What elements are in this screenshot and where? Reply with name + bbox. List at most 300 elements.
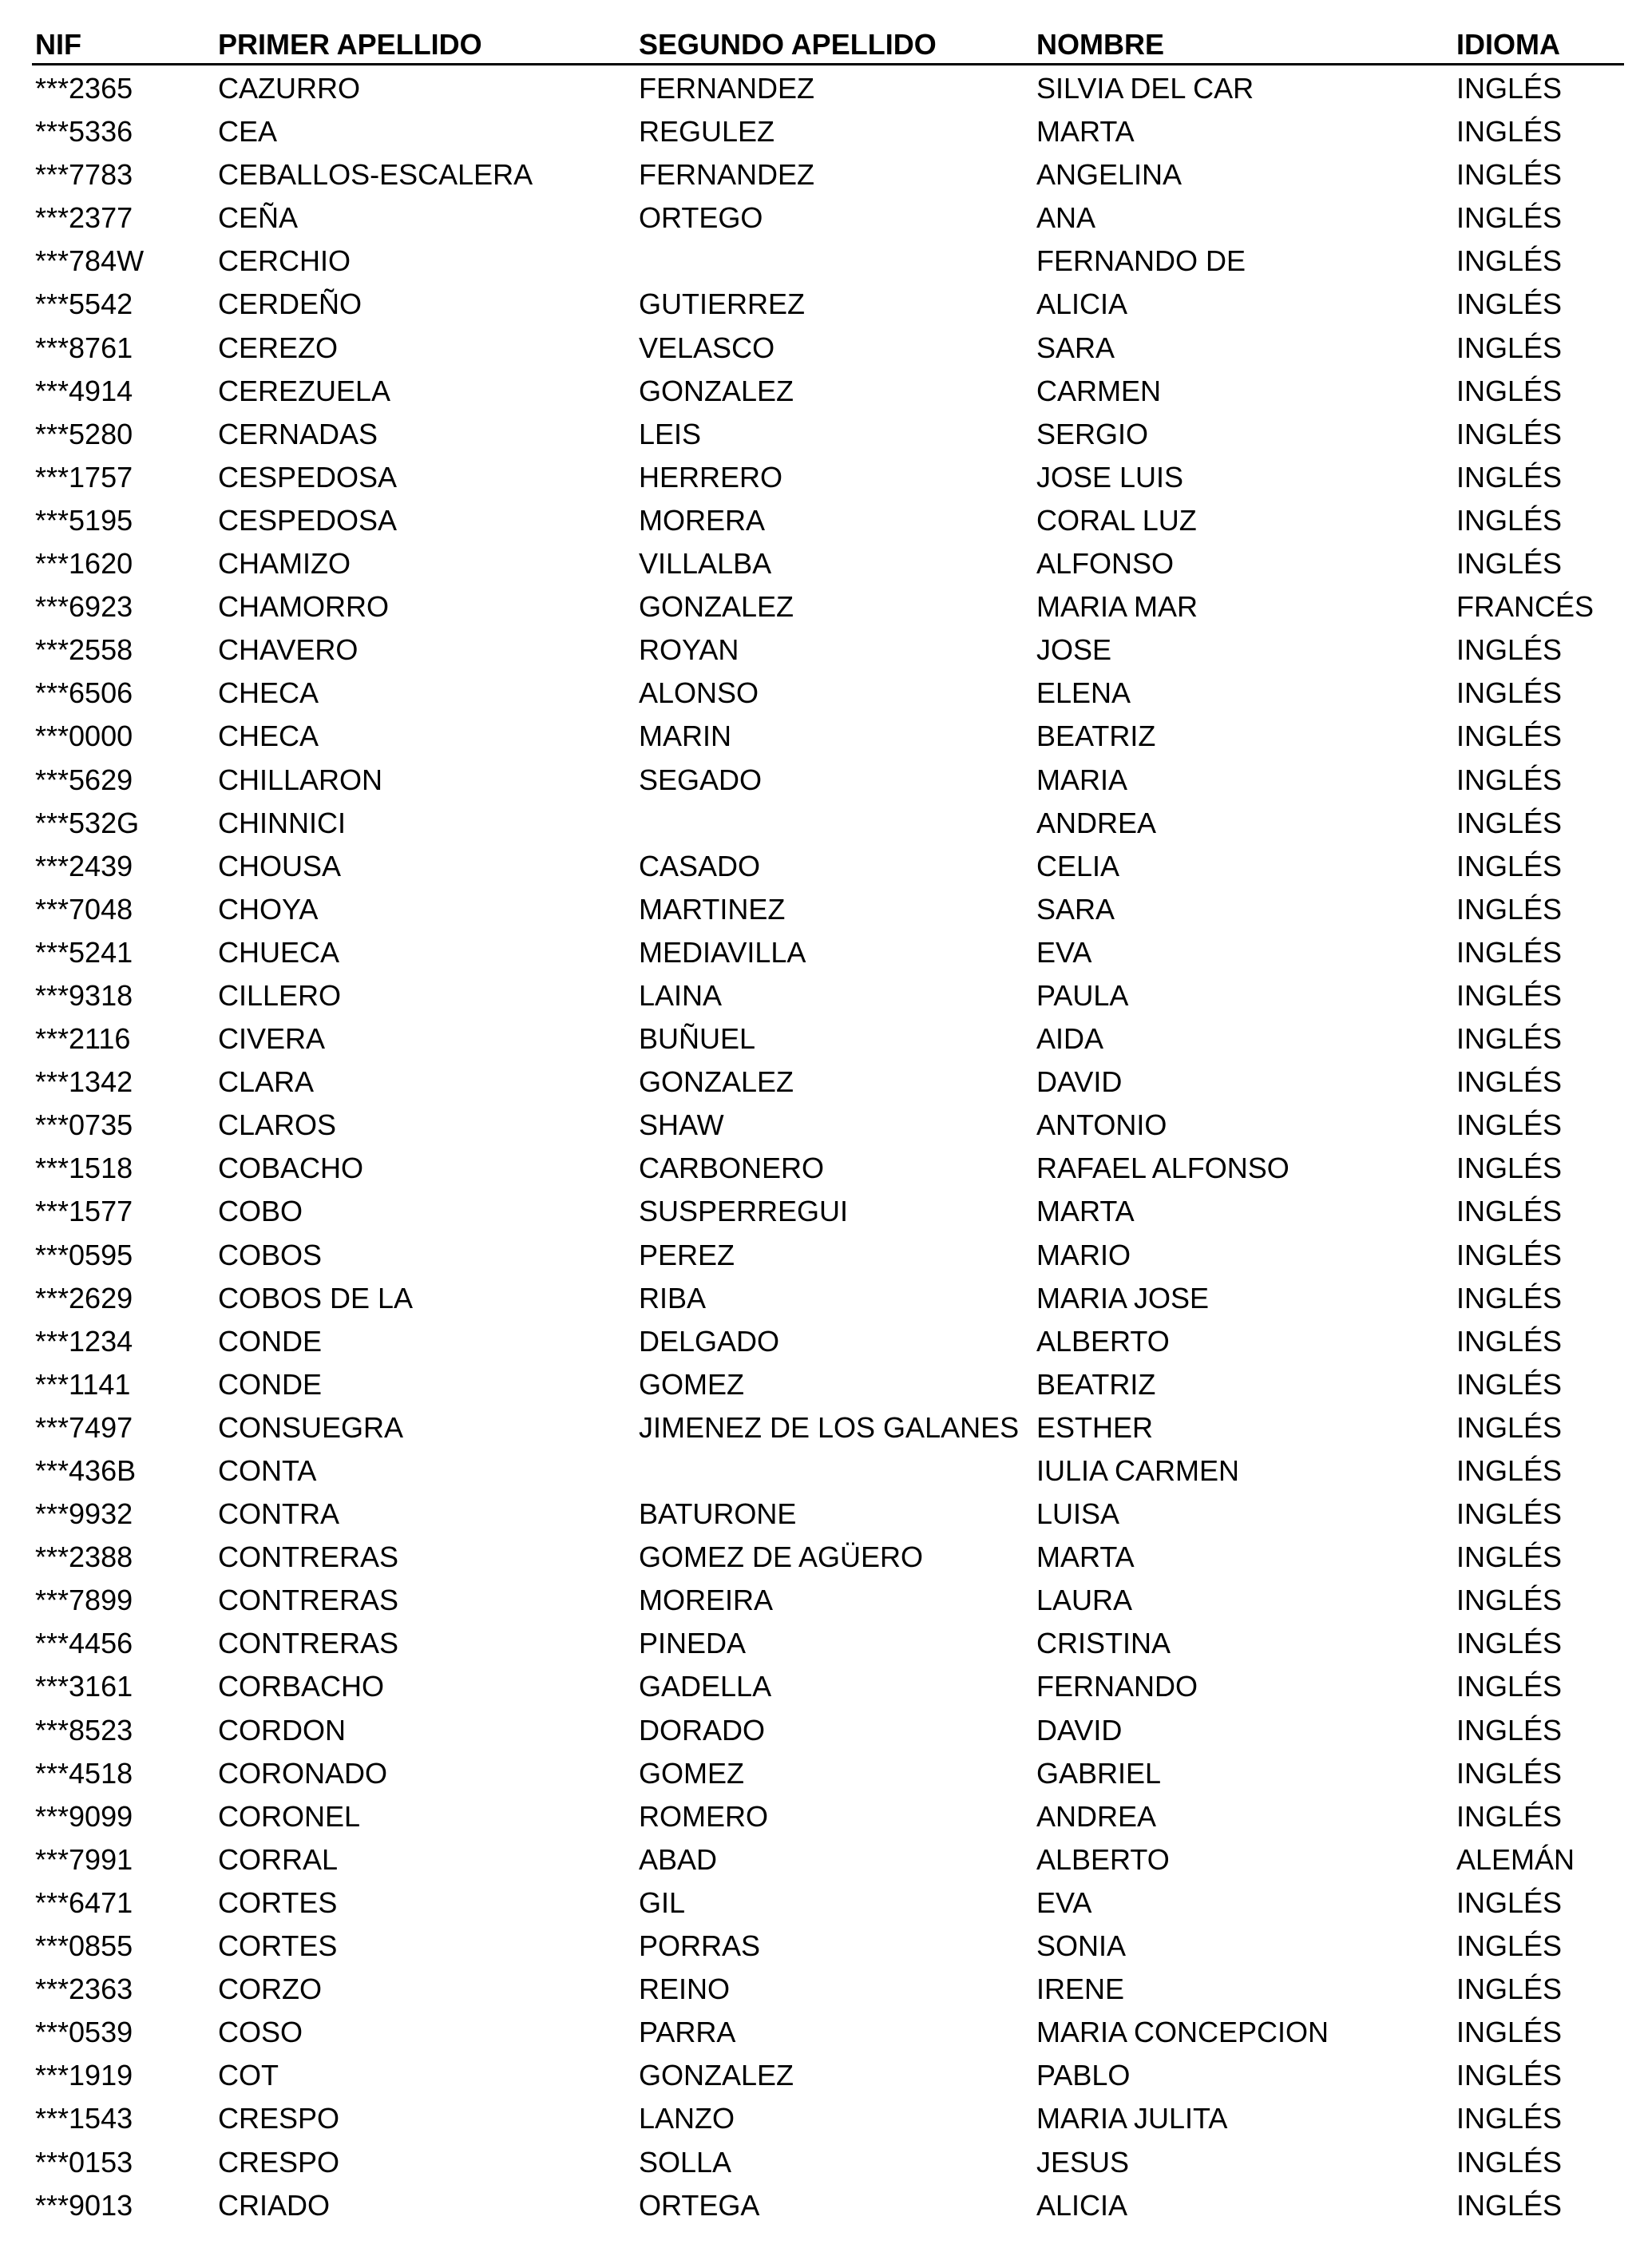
table-row (32, 2184, 1624, 2227)
cell-primer-apellido: CONTRERAS (218, 1540, 399, 1574)
cell-primer-apellido: CONTA (218, 1454, 317, 1487)
cell-nif: ***7991 (35, 1842, 133, 1876)
cell-nif: ***0855 (35, 1929, 133, 1963)
table-row (32, 1017, 1624, 1061)
table-row (32, 283, 1624, 326)
cell-primer-apellido: COBACHO (218, 1152, 364, 1185)
cell-idioma: INGLÉS (1456, 849, 1563, 882)
cell-segundo-apellido: LAINA (639, 978, 723, 1012)
cell-nombre: SARA (1036, 331, 1115, 364)
cell-nif: ***2363 (35, 1973, 133, 2006)
cell-primer-apellido: CONTRA (218, 1497, 339, 1531)
cell-nif: ***532G (35, 806, 140, 839)
column-header-segundo-apellido: SEGUNDO APELLIDO (639, 28, 937, 61)
cell-nombre: JESUS (1036, 2145, 1130, 2179)
cell-nif: ***2365 (35, 72, 133, 105)
table-row (32, 370, 1624, 413)
cell-nif: ***3161 (35, 1670, 133, 1703)
cell-nombre: EVA (1036, 935, 1092, 969)
cell-primer-apellido: CONDE (218, 1324, 323, 1358)
cell-nombre: PABLO (1036, 2059, 1131, 2092)
table-row (32, 845, 1624, 888)
cell-nombre: ALFONSO (1036, 547, 1175, 581)
cell-segundo-apellido: GONZALEZ (639, 374, 794, 407)
cell-nif: ***5195 (35, 503, 133, 537)
cell-segundo-apellido: SOLLA (639, 2145, 732, 2179)
cell-nombre: ALICIA (1036, 2188, 1128, 2222)
cell-idioma: INGLÉS (1456, 2102, 1563, 2135)
cell-segundo-apellido: GOMEZ DE AGÜERO (639, 1540, 924, 1574)
cell-nombre: FERNANDO DE (1036, 244, 1246, 278)
cell-nif: ***1141 (35, 1367, 131, 1401)
cell-idioma: INGLÉS (1456, 2145, 1563, 2179)
cell-nombre: RAFAEL ALFONSO (1036, 1152, 1289, 1185)
table-row (32, 715, 1624, 758)
cell-segundo-apellido: GIL (639, 1885, 686, 1919)
cell-idioma: INGLÉS (1456, 417, 1563, 450)
table-row (32, 196, 1624, 240)
cell-primer-apellido: COBOS (218, 1238, 323, 1271)
cell-primer-apellido: CRESPO (218, 2102, 340, 2135)
cell-primer-apellido: CORDON (218, 1713, 346, 1747)
cell-segundo-apellido: DORADO (639, 1713, 766, 1747)
table-row (32, 888, 1624, 931)
table-row (32, 2141, 1624, 2184)
cell-nombre: JOSE LUIS (1036, 460, 1184, 494)
cell-nombre: IULIA CARMEN (1036, 1454, 1240, 1487)
cell-segundo-apellido: BATURONE (639, 1497, 797, 1531)
cell-nombre: DAVID (1036, 1065, 1123, 1099)
cell-primer-apellido: CONTRERAS (218, 1627, 399, 1660)
cell-primer-apellido: CHILLARON (218, 763, 383, 796)
cell-nif: ***7497 (35, 1410, 133, 1444)
cell-primer-apellido: COBOS DE LA (218, 1281, 414, 1314)
cell-segundo-apellido: MARIN (639, 720, 731, 753)
table-row (32, 542, 1624, 585)
table-row (32, 1579, 1624, 1622)
cell-segundo-apellido: MOREIRA (639, 1584, 774, 1617)
table-row (32, 759, 1624, 802)
cell-idioma: INGLÉS (1456, 1584, 1563, 1617)
cell-idioma: INGLÉS (1456, 1108, 1563, 1142)
cell-idioma: INGLÉS (1456, 2059, 1563, 2092)
cell-nif: ***0735 (35, 1108, 133, 1142)
cell-segundo-apellido: GONZALEZ (639, 590, 794, 624)
cell-segundo-apellido: GOMEZ (639, 1756, 744, 1790)
column-header-nif: NIF (35, 28, 81, 61)
cell-nif: ***6506 (35, 676, 133, 710)
table-row (32, 1838, 1624, 1881)
cell-idioma: INGLÉS (1456, 1022, 1563, 1056)
cell-segundo-apellido: MARTINEZ (639, 892, 786, 926)
cell-idioma: INGLÉS (1456, 935, 1563, 969)
table-row (32, 802, 1624, 845)
cell-nif: ***2377 (35, 201, 133, 235)
cell-primer-apellido: CILLERO (218, 978, 342, 1012)
cell-segundo-apellido: SHAW (639, 1108, 724, 1142)
cell-primer-apellido: CHAMIZO (218, 547, 351, 581)
table-header (32, 24, 1624, 65)
candidate-list-table (32, 24, 1624, 2227)
cell-primer-apellido: CORZO (218, 1973, 322, 2006)
cell-idioma: ALEMÁN (1456, 1842, 1575, 1876)
table-row (32, 1536, 1624, 1579)
cell-nif: ***9013 (35, 2188, 133, 2222)
cell-nombre: CELIA (1036, 849, 1120, 882)
cell-primer-apellido: CHAVERO (218, 633, 359, 667)
cell-idioma: INGLÉS (1456, 201, 1563, 235)
cell-nombre: ESTHER (1036, 1410, 1154, 1444)
cell-segundo-apellido: MEDIAVILLA (639, 935, 806, 969)
cell-segundo-apellido: RIBA (639, 1281, 707, 1314)
cell-segundo-apellido: LEIS (639, 417, 702, 450)
cell-idioma: INGLÉS (1456, 892, 1563, 926)
cell-nif: ***9099 (35, 1799, 133, 1833)
cell-idioma: INGLÉS (1456, 374, 1563, 407)
cell-nombre: CORAL LUZ (1036, 503, 1197, 537)
cell-nombre: ALBERTO (1036, 1324, 1170, 1358)
cell-nif: ***1518 (35, 1152, 133, 1185)
cell-idioma: INGLÉS (1456, 1152, 1563, 1185)
cell-idioma: INGLÉS (1456, 115, 1563, 149)
table-row (32, 585, 1624, 628)
cell-nombre: ANA (1036, 201, 1096, 235)
cell-nombre: DAVID (1036, 1713, 1123, 1747)
cell-nif: ***2439 (35, 849, 133, 882)
cell-nombre: ELENA (1036, 676, 1131, 710)
cell-nif: ***1342 (35, 1065, 133, 1099)
cell-nombre: ALBERTO (1036, 1842, 1170, 1876)
cell-nombre: AIDA (1036, 1022, 1104, 1056)
cell-idioma: INGLÉS (1456, 503, 1563, 537)
cell-primer-apellido: CESPEDOSA (218, 503, 398, 537)
cell-segundo-apellido: ROYAN (639, 633, 739, 667)
cell-idioma: INGLÉS (1456, 1497, 1563, 1531)
cell-idioma: INGLÉS (1456, 763, 1563, 796)
cell-primer-apellido: CRESPO (218, 2145, 340, 2179)
table-row (32, 1061, 1624, 1104)
cell-nombre: SONIA (1036, 1929, 1127, 1963)
cell-primer-apellido: CONDE (218, 1367, 323, 1401)
cell-segundo-apellido: GOMEZ (639, 1367, 744, 1401)
cell-idioma: INGLÉS (1456, 72, 1563, 105)
cell-primer-apellido: CEA (218, 115, 278, 149)
cell-idioma: INGLÉS (1456, 331, 1563, 364)
cell-idioma: FRANCÉS (1456, 590, 1595, 624)
cell-primer-apellido: CRIADO (218, 2188, 331, 2222)
table-row (32, 2097, 1624, 2140)
cell-segundo-apellido: DELGADO (639, 1324, 780, 1358)
cell-primer-apellido: COT (218, 2059, 279, 2092)
cell-idioma: INGLÉS (1456, 806, 1563, 839)
cell-nombre: MARIA JOSE (1036, 1281, 1210, 1314)
cell-nombre: MARIA CONCEPCION (1036, 2016, 1329, 2049)
table-row (32, 1709, 1624, 1752)
cell-segundo-apellido: ABAD (639, 1842, 718, 1876)
cell-nombre: ANTONIO (1036, 1108, 1167, 1142)
cell-segundo-apellido: LANZO (639, 2102, 735, 2135)
table-row (32, 1665, 1624, 1708)
cell-nif: ***2629 (35, 1281, 133, 1314)
cell-nif: ***5629 (35, 763, 133, 796)
table-row (32, 931, 1624, 974)
table-row (32, 413, 1624, 456)
cell-nif: ***2388 (35, 1540, 133, 1574)
table-row (32, 1925, 1624, 1968)
table-row (32, 1190, 1624, 1233)
cell-nif: ***4456 (35, 1627, 133, 1660)
cell-primer-apellido: CESPEDOSA (218, 460, 398, 494)
cell-idioma: INGLÉS (1456, 1929, 1563, 1963)
cell-nif: ***9318 (35, 978, 133, 1012)
table-row (32, 2054, 1624, 2097)
table-row (32, 110, 1624, 153)
cell-nif: ***1577 (35, 1195, 133, 1228)
cell-idioma: INGLÉS (1456, 1799, 1563, 1833)
cell-idioma: INGLÉS (1456, 1885, 1563, 1919)
cell-nombre: SERGIO (1036, 417, 1149, 450)
table-row (32, 240, 1624, 283)
cell-idioma: INGLÉS (1456, 1670, 1563, 1703)
cell-idioma: INGLÉS (1456, 1281, 1563, 1314)
cell-nombre: ALICIA (1036, 287, 1128, 321)
cell-idioma: INGLÉS (1456, 1195, 1563, 1228)
cell-nif: ***0595 (35, 1238, 133, 1271)
table-row (32, 1752, 1624, 1795)
cell-nif: ***4914 (35, 374, 133, 407)
table-row (32, 672, 1624, 715)
cell-nif: ***1919 (35, 2059, 133, 2092)
cell-nif: ***0000 (35, 720, 133, 753)
cell-idioma: INGLÉS (1456, 1410, 1563, 1444)
table-row (32, 1320, 1624, 1363)
cell-nombre: LUISA (1036, 1497, 1120, 1531)
cell-nif: ***784W (35, 244, 145, 278)
table-row (32, 1449, 1624, 1493)
cell-primer-apellido: CAZURRO (218, 72, 360, 105)
cell-nombre: MARIO (1036, 1238, 1131, 1271)
cell-nif: ***5241 (35, 935, 133, 969)
cell-segundo-apellido: MORERA (639, 503, 766, 537)
cell-segundo-apellido: PEREZ (639, 1238, 735, 1271)
cell-nif: ***436B (35, 1454, 137, 1487)
cell-segundo-apellido: PINEDA (639, 1627, 747, 1660)
cell-nombre: MARTA (1036, 1195, 1135, 1228)
cell-idioma: INGLÉS (1456, 1367, 1563, 1401)
cell-primer-apellido: COBO (218, 1195, 303, 1228)
cell-segundo-apellido: ALONSO (639, 676, 759, 710)
table-row (32, 628, 1624, 672)
cell-nombre: LAURA (1036, 1584, 1133, 1617)
cell-segundo-apellido: VILLALBA (639, 547, 772, 581)
cell-idioma: INGLÉS (1456, 2188, 1563, 2222)
table-row (32, 1622, 1624, 1665)
cell-nif: ***7899 (35, 1584, 133, 1617)
cell-idioma: INGLÉS (1456, 676, 1563, 710)
cell-primer-apellido: CHOUSA (218, 849, 342, 882)
cell-idioma: INGLÉS (1456, 1065, 1563, 1099)
cell-nombre: ANDREA (1036, 1799, 1157, 1833)
cell-idioma: INGLÉS (1456, 1238, 1563, 1271)
cell-idioma: INGLÉS (1456, 633, 1563, 667)
table-row (32, 1147, 1624, 1190)
cell-primer-apellido: CERNADAS (218, 417, 378, 450)
cell-nombre: ANGELINA (1036, 158, 1183, 192)
cell-segundo-apellido: VELASCO (639, 331, 775, 364)
cell-nombre: SARA (1036, 892, 1115, 926)
cell-nif: ***9932 (35, 1497, 133, 1531)
cell-idioma: INGLÉS (1456, 1324, 1563, 1358)
column-header-nombre: NOMBRE (1036, 28, 1164, 61)
cell-segundo-apellido: ORTEGO (639, 201, 763, 235)
cell-nombre: BEATRIZ (1036, 720, 1156, 753)
table-row (32, 327, 1624, 370)
cell-segundo-apellido: BUÑUEL (639, 1022, 756, 1056)
cell-nif: ***5336 (35, 115, 133, 149)
cell-segundo-apellido: GUTIERREZ (639, 287, 806, 321)
cell-segundo-apellido: CARBONERO (639, 1152, 825, 1185)
cell-nif: ***7048 (35, 892, 133, 926)
cell-idioma: INGLÉS (1456, 1713, 1563, 1747)
cell-nombre: MARIA JULITA (1036, 2102, 1228, 2135)
table-row (32, 1968, 1624, 2011)
cell-primer-apellido: CHUECA (218, 935, 340, 969)
cell-segundo-apellido: GONZALEZ (639, 1065, 794, 1099)
cell-idioma: INGLÉS (1456, 547, 1563, 581)
cell-primer-apellido: CHECA (218, 720, 319, 753)
table-row (32, 1104, 1624, 1147)
cell-primer-apellido: CHECA (218, 676, 319, 710)
table-row (32, 1881, 1624, 1925)
table-row (32, 1277, 1624, 1320)
cell-primer-apellido: CEREZUELA (218, 374, 391, 407)
cell-idioma: INGLÉS (1456, 244, 1563, 278)
cell-idioma: INGLÉS (1456, 2016, 1563, 2049)
cell-primer-apellido: CHAMORRO (218, 590, 389, 624)
cell-nombre: PAULA (1036, 978, 1129, 1012)
cell-nif: ***1757 (35, 460, 133, 494)
table-row (32, 499, 1624, 542)
cell-nif: ***5280 (35, 417, 133, 450)
cell-primer-apellido: CORRAL (218, 1842, 339, 1876)
cell-idioma: INGLÉS (1456, 287, 1563, 321)
cell-primer-apellido: CHOYA (218, 892, 319, 926)
cell-nombre: GABRIEL (1036, 1756, 1162, 1790)
cell-segundo-apellido: ROMERO (639, 1799, 768, 1833)
cell-nif: ***4518 (35, 1756, 133, 1790)
cell-idioma: INGLÉS (1456, 720, 1563, 753)
cell-primer-apellido: CORONADO (218, 1756, 388, 1790)
cell-nif: ***5542 (35, 287, 133, 321)
cell-primer-apellido: CEÑA (218, 201, 299, 235)
cell-segundo-apellido: GONZALEZ (639, 2059, 794, 2092)
cell-segundo-apellido: FERNANDEZ (639, 158, 815, 192)
cell-idioma: INGLÉS (1456, 978, 1563, 1012)
cell-nombre: MARTA (1036, 115, 1135, 149)
cell-segundo-apellido: FERNANDEZ (639, 72, 815, 105)
cell-nombre: MARIA MAR (1036, 590, 1198, 624)
cell-primer-apellido: CORTES (218, 1885, 338, 1919)
cell-nif: ***7783 (35, 158, 133, 192)
cell-nif: ***6471 (35, 1885, 133, 1919)
cell-primer-apellido: CIVERA (218, 1022, 326, 1056)
cell-idioma: INGLÉS (1456, 1454, 1563, 1487)
cell-nombre: SILVIA DEL CAR (1036, 72, 1254, 105)
cell-primer-apellido: COSO (218, 2016, 303, 2049)
cell-segundo-apellido: CASADO (639, 849, 761, 882)
cell-primer-apellido: CLARA (218, 1065, 315, 1099)
cell-primer-apellido: CERCHIO (218, 244, 351, 278)
cell-primer-apellido: CHINNICI (218, 806, 346, 839)
cell-idioma: INGLÉS (1456, 460, 1563, 494)
cell-nombre: MARTA (1036, 1540, 1135, 1574)
table-row (32, 1795, 1624, 1838)
cell-segundo-apellido: PARRA (639, 2016, 736, 2049)
table-row (32, 67, 1624, 110)
cell-nombre: EVA (1036, 1885, 1092, 1919)
cell-idioma: INGLÉS (1456, 158, 1563, 192)
table-row (32, 1363, 1624, 1406)
table-row (32, 2011, 1624, 2054)
cell-idioma: INGLÉS (1456, 1627, 1563, 1660)
cell-nif: ***2558 (35, 633, 133, 667)
cell-segundo-apellido: REGULEZ (639, 115, 775, 149)
cell-nif: ***8761 (35, 331, 133, 364)
cell-nombre: CRISTINA (1036, 1627, 1171, 1660)
cell-nif: ***1234 (35, 1324, 133, 1358)
cell-nombre: FERNANDO (1036, 1670, 1198, 1703)
cell-nombre: ANDREA (1036, 806, 1157, 839)
table-row (32, 456, 1624, 499)
cell-nombre: JOSE (1036, 633, 1112, 667)
cell-nif: ***1620 (35, 547, 133, 581)
cell-segundo-apellido: ORTEGA (639, 2188, 760, 2222)
cell-nif: ***0539 (35, 2016, 133, 2049)
cell-nombre: IRENE (1036, 1973, 1125, 2006)
table-row (32, 153, 1624, 196)
cell-nombre: MARIA (1036, 763, 1128, 796)
cell-nif: ***2116 (35, 1022, 131, 1056)
table-row (32, 1406, 1624, 1449)
cell-nombre: BEATRIZ (1036, 1367, 1156, 1401)
cell-segundo-apellido: HERRERO (639, 460, 783, 494)
cell-nif: ***0153 (35, 2145, 133, 2179)
cell-segundo-apellido: SUSPERREGUI (639, 1195, 849, 1228)
cell-segundo-apellido: GADELLA (639, 1670, 772, 1703)
cell-idioma: INGLÉS (1456, 1540, 1563, 1574)
column-header-idioma: IDIOMA (1456, 28, 1560, 61)
cell-primer-apellido: CORBACHO (218, 1670, 385, 1703)
cell-primer-apellido: CEBALLOS-ESCALERA (218, 158, 533, 192)
cell-nombre: CARMEN (1036, 374, 1162, 407)
column-header-primer-apellido: PRIMER APELLIDO (218, 28, 482, 61)
cell-segundo-apellido: REINO (639, 1973, 731, 2006)
cell-primer-apellido: CEREZO (218, 331, 339, 364)
cell-primer-apellido: CORONEL (218, 1799, 361, 1833)
cell-segundo-apellido: PORRAS (639, 1929, 761, 1963)
cell-idioma: INGLÉS (1456, 1973, 1563, 2006)
table-row (32, 1234, 1624, 1277)
cell-idioma: INGLÉS (1456, 1756, 1563, 1790)
table-body (32, 65, 1624, 2227)
cell-nif: ***8523 (35, 1713, 133, 1747)
table-row (32, 974, 1624, 1017)
table-row (32, 1493, 1624, 1536)
cell-nif: ***6923 (35, 590, 133, 624)
cell-nif: ***1543 (35, 2102, 133, 2135)
cell-primer-apellido: CORTES (218, 1929, 338, 1963)
cell-segundo-apellido: JIMENEZ DE LOS GALANES (639, 1410, 1020, 1444)
